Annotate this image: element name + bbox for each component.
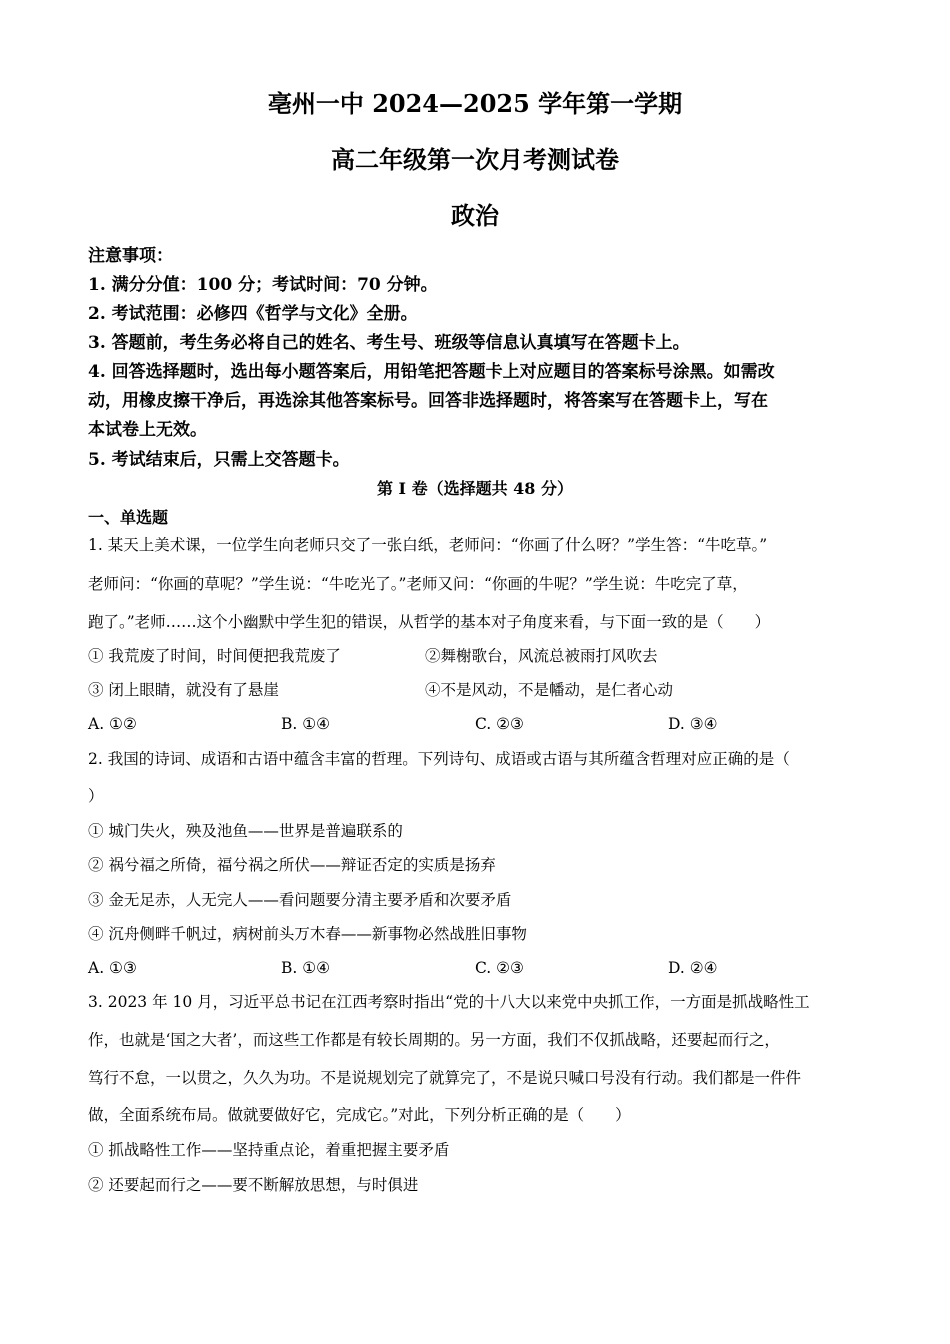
q3-stem-line: 笃行不怠，一以贯之，久久为功。不是说规划完了就算完了，不是说只喊口号没有行动。我们都是一件件 [88,1069,802,1087]
notes-heading: 注意事项： [88,246,173,266]
q1-item: ③ 闭上眼睛，就没有了悬崖 [88,681,279,699]
q1-item: ④不是风动，不是幡动，是仁者心动 [425,681,674,699]
part-title: 第 I 卷（选择题共 48 分） [376,479,574,498]
note-line: 5. 考试结束后，只需上交答题卡。 [88,450,350,470]
school-title: 亳州一中 2024—2025 学年第一学期 [267,89,683,118]
section-heading: 一、单选题 [88,508,169,527]
q2-stem-line: ） [88,787,104,805]
q2-choice-b: B. ①④ [281,959,331,977]
exam-title: 高二年级第一次月考测试卷 [331,145,619,174]
subject-title: 政治 [451,201,499,230]
q2-item: ② 祸兮福之所倚，福兮祸之所伏——辩证否定的实质是扬弃 [88,856,496,874]
q1-choice-b: B. ①④ [281,715,331,733]
q2-choice-c: C. ②③ [475,959,524,977]
note-line: 本试卷上无效。 [88,420,207,440]
q2-item: ③ 金无足赤，人无完人——看问题要分清主要矛盾和次要矛盾 [88,891,512,909]
q3-stem-line: 3. 2023 年 10 月，习近平总书记在江西考察时指出“党的十八大以来党中央抓工作，一方面是抓战略性工 [88,993,810,1011]
q2-choice-a: A. ①③ [88,959,137,977]
q2-stem-line: 2. 我国的诗词、成语和古语中蕴含丰富的哲理。下列诗句、成语或古语与其所蕴含哲理对应正确的是（ [88,750,790,768]
q1-item: ②舞榭歌台，风流总被雨打风吹去 [425,647,658,665]
note-line: 1. 满分分值：100 分；考试时间：70 分钟。 [88,275,438,295]
note-line: 2. 考试范围：必修四《哲学与文化》全册。 [88,304,418,324]
q3-stem-line: 作，也就是‘国之大者’，而这些工作都是有较长周期的。另一方面，我们不仅抓战略，还要起而行之， [88,1031,780,1049]
q1-choice-a: A. ①② [88,715,137,733]
note-line: 3. 答题前，考生务必将自己的姓名、考生号、班级等信息认真填写在答题卡上。 [88,333,690,353]
q2-item: ① 城门失火，殃及池鱼——世界是普遍联系的 [88,822,403,840]
q2-item: ④ 沉舟侧畔千帆过，病树前头万木春——新事物必然战胜旧事物 [88,925,527,943]
q3-stem-line: 做，全面系统布局。做就要做好它，完成它。”对此，下列分析正确的是（ ） [88,1106,631,1124]
q1-stem-line: 跑了。”老师……这个小幽默中学生犯的错误，从哲学的基本对子角度来看，与下面一致的是（ ） [88,613,771,631]
q1-item: ① 我荒废了时间，时间便把我荒废了 [88,647,341,665]
q1-stem-line: 1. 某天上美术课，一位学生向老师只交了一张白纸，老师问：“你画了什么呀？”学生答：“牛吃草。” [88,536,768,554]
note-line: 动，用橡皮擦干净后，再选涂其他答案标号。回答非选择题时，将答案写在答题卡上，写在 [88,391,768,411]
q3-item: ① 抓战略性工作——坚持重点论，着重把握主要矛盾 [88,1141,450,1159]
note-line: 4. 回答选择题时，选出每小题答案后，用铅笔把答题卡上对应题目的答案标号涂黑。如需改 [88,362,775,382]
q1-stem-line: 老师问：“你画的草呢？”学生说：“牛吃光了。”老师又问：“你画的牛呢？”学生说：牛吃完了草， [88,575,748,593]
q2-choice-d: D. ②④ [668,959,718,977]
q3-item: ② 还要起而行之——要不断解放思想，与时俱进 [88,1176,419,1194]
q1-choice-c: C. ②③ [475,715,524,733]
q1-choice-d: D. ③④ [668,715,718,733]
